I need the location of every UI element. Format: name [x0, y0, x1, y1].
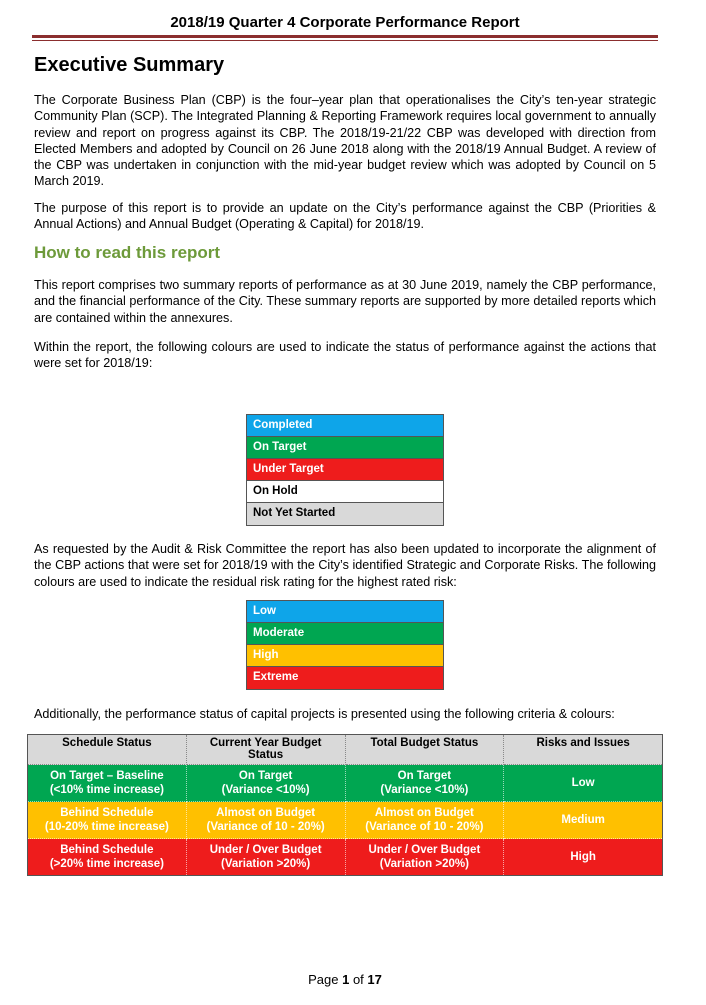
how-to-read-paragraph-2: Within the report, the following colours are used to indicate the status of performance against the actions that were set for 2018/19: [34, 340, 656, 371]
table-cell-line: (Variation >20%) [379, 858, 469, 870]
footer-of-label: of [352, 972, 364, 987]
table-column-header: Current Year Budget Status [186, 735, 345, 765]
table-cell-line: (Variance <10%) [221, 784, 310, 796]
table-cell-line: (Variance of 10 - 20%) [365, 821, 484, 833]
table-cell-line: Almost on Budget [216, 807, 316, 819]
table-cell-line: Behind Schedule [60, 844, 154, 856]
table-column-header: Risks and Issues [504, 735, 663, 765]
header-rule [32, 35, 658, 38]
table-cell-line: (Variance <10%) [380, 784, 469, 796]
table-cell-line: High [570, 851, 596, 863]
how-to-read-heading: How to read this report [34, 243, 221, 262]
status-legend [246, 414, 444, 526]
table-cell-line: (<10% time increase) [49, 784, 164, 796]
executive-summary-paragraph-1: The Corporate Business Plan (CBP) is the four–year plan that operationalises the City’s ten-year strategic Community Plan (SCP). The Integrated Planning & Reporting Framework requires local government to annually review and report on progress against its CBP. The 2018/19-21/22 CBP was developed with direction from Elected Members and adopted by Council on 26 June 2018 along with the 2018/19 Annual Budget. A review of the CBP was undertaken in conjunction with the mid-year budget review which was adopted by Council on 5 March 2019. [34, 93, 656, 189]
table-cell-line: Under / Over Budget [209, 844, 322, 856]
capital-projects-status-table [27, 734, 663, 876]
table-column-header: Schedule Status [28, 735, 187, 765]
table-cell-line: Medium [561, 814, 605, 826]
table-cell [504, 765, 663, 802]
table-cell-line: On Target [397, 770, 452, 782]
table-cell [28, 765, 187, 802]
table-cell-line: Behind Schedule [60, 807, 154, 819]
table-cell [504, 802, 663, 839]
page-header-title: 2018/19 Quarter 4 Corporate Performance Report [170, 14, 520, 31]
table-row [28, 765, 663, 802]
table-cell-line: (10-20% time increase) [44, 821, 169, 833]
page-footer [0, 972, 690, 987]
how-to-read-paragraph-1: This report comprises two summary reports of performance as at 30 June 2019, namely the CBP performance, and the financial performance of the City. These summary reports are supported by more detailed reports which are contained within the annexures. [34, 278, 656, 325]
table-cell-line: (>20% time increase) [49, 858, 164, 870]
table-cell-line: (Variation >20%) [221, 858, 311, 870]
table-cell [28, 839, 187, 876]
table-row [28, 802, 663, 839]
table-column-header: Total Budget Status [345, 735, 504, 765]
table-cell [186, 802, 345, 839]
table-row [28, 839, 663, 876]
table-cell-line: On Target – Baseline [50, 770, 164, 782]
footer-page-label: Page [308, 972, 339, 987]
how-to-read-paragraph-3: As requested by the Audit & Risk Committee the report has also been updated to incorporate the alignment of the CBP actions that were set for 2018/19 with the City’s identified Strategic and Corporate Risks. The following colours are used to indicate the residual risk rating for the highest rated risk: [34, 542, 656, 589]
table-cell-line: On Target [238, 770, 293, 782]
status-legend-item: On Hold [247, 481, 443, 503]
executive-summary-heading: Executive Summary [34, 54, 225, 76]
table-cell [345, 765, 504, 802]
executive-summary-paragraph-2: The purpose of this report is to provide an update on the City’s performance against the CBP (Priorities & Annual Actions) and Annual Budget (Operating & Capital) for 2018/19. [34, 201, 656, 232]
table-cell [345, 802, 504, 839]
status-legend-item: On Target [247, 437, 443, 459]
table-cell [345, 839, 504, 876]
footer-page-number: 1 [342, 972, 350, 987]
status-legend-item: Not Yet Started [247, 503, 443, 525]
table-cell [186, 839, 345, 876]
risk-legend-item: Moderate [247, 623, 443, 645]
footer-page-total: 17 [367, 972, 382, 987]
table-cell [186, 765, 345, 802]
risk-legend-item: Low [247, 601, 443, 623]
table-cell-line: Under / Over Budget [368, 844, 481, 856]
status-legend-item: Completed [247, 415, 443, 437]
table-cell [28, 802, 187, 839]
table-cell-line: (Variance of 10 - 20%) [206, 821, 325, 833]
risk-legend-item: Extreme [247, 667, 443, 689]
table-header-row [28, 735, 663, 765]
status-legend-item: Under Target [247, 459, 443, 481]
header-rule-thin [32, 40, 658, 41]
how-to-read-paragraph-4: Additionally, the performance status of capital projects is presented using the following criteria & colours: [34, 707, 615, 721]
table-cell-line: Low [571, 777, 595, 789]
table-cell [504, 839, 663, 876]
table-cell-line: Almost on Budget [374, 807, 474, 819]
risk-legend-item: High [247, 645, 443, 667]
risk-legend [246, 600, 444, 690]
